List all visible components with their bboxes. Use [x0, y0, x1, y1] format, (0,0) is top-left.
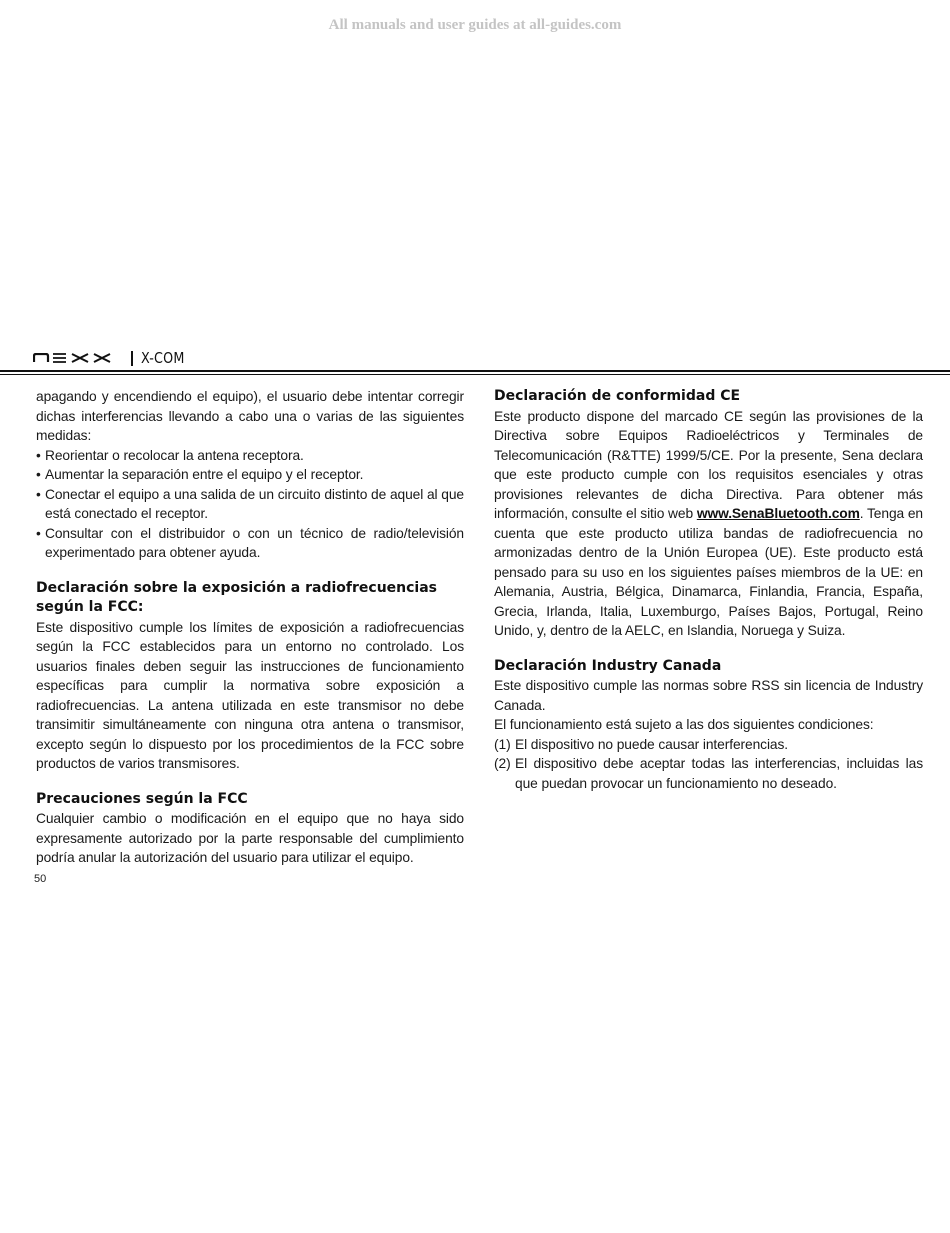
measures-list	[36, 446, 464, 563]
page-number: 50	[34, 873, 47, 885]
list-item: • Reorientar o recolocar la antena receptora.	[36, 446, 464, 466]
fcc-precautions-heading: Precauciones según la FCC	[36, 790, 248, 807]
condition-number: (2)	[494, 756, 511, 771]
brand-header	[33, 347, 192, 369]
industry-canada-body: Este dispositivo cumple las normas sobre RSS sin licencia de Industry Canada.	[494, 678, 923, 713]
condition-number: (1)	[494, 736, 511, 752]
list-item: • Aumentar la separación entre el equipo y el receptor.	[36, 465, 464, 485]
intro-paragraph: apagando y encendiendo el equipo), el usuario debe intentar corregir dichas interferencias llevando a cabo una o varias de las siguientes medidas:	[36, 389, 464, 443]
conditions-intro: El funcionamiento está sujeto a las dos siguientes condiciones:	[494, 717, 874, 732]
list-item: • Consultar con el distribuidor o con un técnico de radio/televisión experimentado para obtener ayuda.	[36, 524, 464, 563]
right-column	[494, 387, 923, 793]
ce-body-text: Este producto dispone del marcado CE según las provisiones de la Directiva sobre Equipos Radioeléctricos y Terminales de Telecomunicación (R&TTE) 1999/5/CE. Por la presente, Sena declara que este producto cumple con los requisitos esenciales y otras provisiones relevantes de dicha Directiva. Para obtener más información, consulte el sitio web	[494, 408, 923, 521]
left-column	[36, 387, 464, 868]
rf-exposure-heading: Declaración sobre la exposición a radiofrecuencias según la FCC:	[36, 579, 437, 615]
list-item	[494, 735, 923, 755]
nexx-logo-icon	[33, 353, 125, 363]
list-item	[494, 754, 923, 793]
industry-canada-heading: Declaración Industry Canada	[494, 657, 722, 674]
condition-text: El dispositivo no puede causar interferencias.	[515, 736, 789, 752]
ce-heading: Declaración de conformidad CE	[494, 388, 741, 404]
ce-body-text-cont: . Tenga en cuenta que este producto utiliza bandas de radiofrecuencia no armonizadas dentro de la Unión Europea (UE). Este producto está pensado para su uso en los siguientes países miembros de la UE: en Alemania, Austria, Bélgica, Dinamarca, Finlandia, Francia, España, Grecia, Irlanda, Italia, Luxemburgo, Países Bajos, Portugal, Reino Unido, y, dentro de la AELC, en Islandia, Noruega y Suiza.	[494, 506, 923, 638]
watermark-text: All manuals and user guides at all-guides.com	[328, 17, 622, 33]
brand-separator	[131, 351, 133, 366]
rf-exposure-body: Este dispositivo cumple los límites de exposición a radiofrecuencias según la FCC establecidos para un entorno no controlado. Los usuarios finales deben seguir las instrucciones de funcionamiento específicas para cumplir la normativa sobre exposición a radiofrecuencias. La antena utilizada en este transmisor no debe transimitir simultáneamente con ninguna otra antena o transmisor, excepto según lo dispuesto por los procedimientos de la FCC sobre productos de varios transmisores.	[36, 619, 464, 771]
list-item: • Conectar el equipo a una salida de un circuito distinto de aquel al que está conectado el receptor.	[36, 485, 464, 524]
header-rule	[0, 370, 950, 372]
header-rule-thin	[0, 374, 950, 375]
condition-text: El dispositivo debe aceptar todas las interferencias, incluidas las que puedan provocar un funcionamiento no deseado.	[515, 756, 923, 791]
fcc-precautions-body: Cualquier cambio o modificación en el equipo que no haya sido expresamente autorizado por la parte responsable del cumplimiento podría anular la autorización del usuario para utilizar el equipo.	[36, 811, 464, 865]
sena-website-link[interactable]: www.SenaBluetooth.com	[696, 506, 860, 521]
ce-body	[494, 407, 923, 641]
conditions-list	[494, 735, 923, 794]
model-name: X-COM	[141, 349, 185, 367]
